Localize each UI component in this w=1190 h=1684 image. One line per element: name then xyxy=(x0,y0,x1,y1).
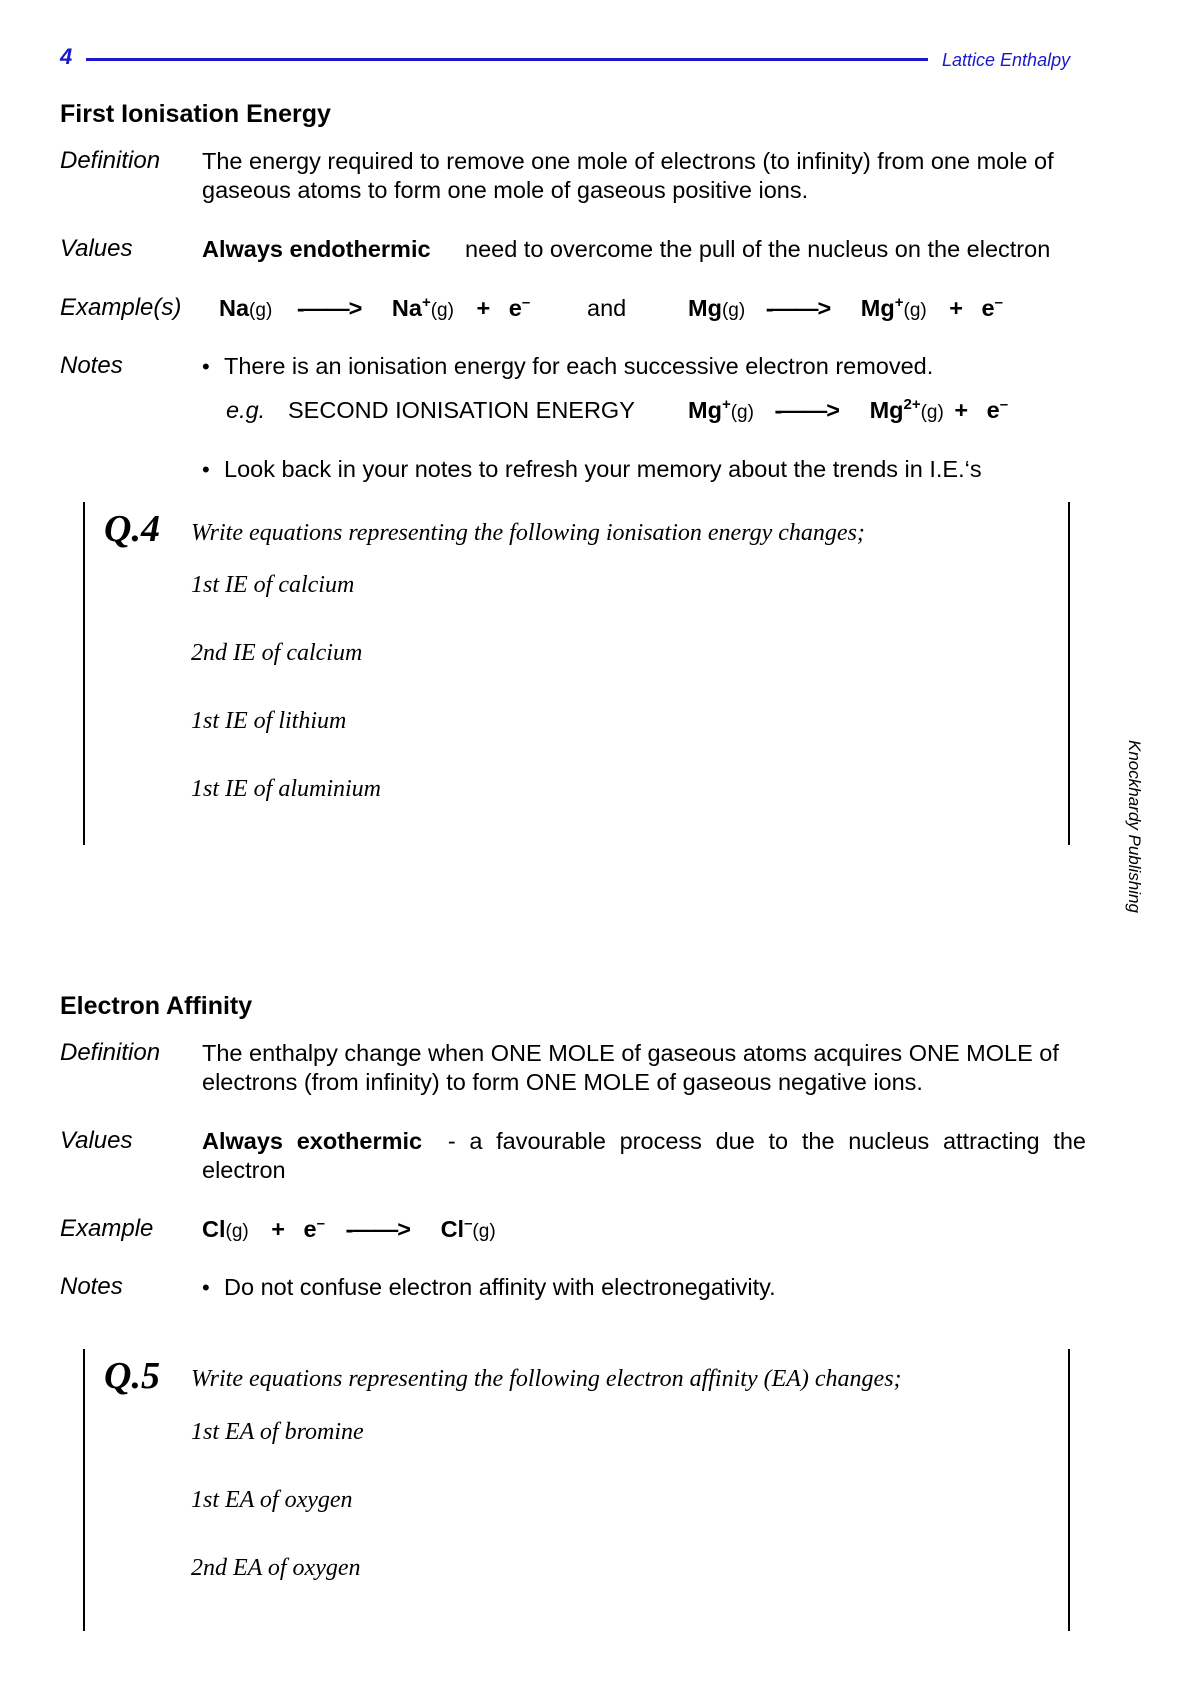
q4-item: 2nd IE of calcium xyxy=(191,640,363,666)
q5-item: 2nd EA of oxygen xyxy=(191,1555,361,1581)
eq2-product-state: (g) xyxy=(903,300,927,321)
ea-values-label: Values xyxy=(60,1127,133,1154)
ea-eq-arrow: -——> xyxy=(345,1216,411,1242)
q4-number: Q.4 xyxy=(104,508,160,550)
eq1-product-charge: + xyxy=(421,294,431,312)
ea-values-bold: Always exothermic xyxy=(202,1128,423,1154)
ie-note-2: Look back in your notes to refresh your memory about the trends in I.E.‘s xyxy=(224,456,982,482)
eq3-plus: + xyxy=(954,397,969,423)
ie-note-1: There is an ionisation energy for each successive electron removed. xyxy=(224,353,934,379)
q4-left-border xyxy=(83,502,85,845)
q4-right-border xyxy=(1068,502,1070,845)
eq3-product-state: (g) xyxy=(920,402,944,423)
eq2-electron-charge: – xyxy=(994,294,1003,312)
q4-prompt: Write equations representing the following ionisation energy changes; xyxy=(191,520,865,546)
ea-eq-product-charge: – xyxy=(464,1215,473,1233)
ea-values-text: - a favourable process due to the nucleus attracting the electron xyxy=(202,1128,1086,1183)
page-number: 4 xyxy=(60,44,73,69)
q4-item: 1st IE of calcium xyxy=(191,572,355,598)
eq1-plus: + xyxy=(476,295,491,321)
ea-eq-product: Cl xyxy=(440,1216,465,1242)
equation-magnesium-ionisation xyxy=(688,294,1003,325)
q4-item: 1st IE of lithium xyxy=(191,708,347,734)
bullet-icon: • xyxy=(202,457,210,482)
header-rule xyxy=(86,58,928,61)
eq3-arrow: -——> xyxy=(774,397,840,423)
eq3-reactant-charge: + xyxy=(721,396,731,414)
ea-values-line xyxy=(202,1127,1086,1185)
q5-item: 1st EA of bromine xyxy=(191,1419,364,1445)
q4-item: 1st IE of aluminium xyxy=(191,776,381,802)
ie-definition-text: The energy required to remove one mole of electrons (to infinity) from one mole of gaseous atoms to form one mole of gaseous positive ions. xyxy=(202,148,1054,203)
ea-example-label: Example xyxy=(60,1215,154,1242)
eq3-electron: e xyxy=(986,397,1000,423)
eq1-electron: e xyxy=(508,295,522,321)
ea-eq-electron: e xyxy=(303,1216,317,1242)
ea-note: Do not confuse electron affinity with electronegativity. xyxy=(224,1274,776,1300)
bullet-icon: • xyxy=(202,354,210,379)
q5-item: 1st EA of oxygen xyxy=(191,1487,353,1513)
ea-eq-reactant: Cl xyxy=(202,1216,226,1242)
second-ie-label: SECOND IONISATION ENERGY xyxy=(288,397,635,423)
ie-values-bold: Always endothermic xyxy=(202,236,431,262)
bullet-icon: • xyxy=(202,1275,210,1300)
eq1-product-state: (g) xyxy=(430,300,454,321)
equation-second-ionisation xyxy=(688,396,1008,427)
ea-definition-label: Definition xyxy=(60,1039,161,1066)
eq2-plus: + xyxy=(949,295,963,321)
and-connector: and xyxy=(587,295,627,321)
publisher-side-text: Knockhardy Publishing xyxy=(1125,740,1144,913)
eq3-electron-charge: – xyxy=(999,396,1009,414)
ea-eq-electron-charge: – xyxy=(316,1215,325,1233)
eq2-electron: e xyxy=(981,295,995,321)
eq3-reactant-state: (g) xyxy=(730,402,754,423)
eq2-product-charge: + xyxy=(894,294,904,312)
q5-left-border xyxy=(83,1349,85,1631)
eq3-product: Mg xyxy=(869,397,904,423)
eq3-product-charge: 2+ xyxy=(903,396,921,414)
q5-prompt: Write equations representing the following electron affinity (EA) changes; xyxy=(191,1366,902,1392)
ea-section-title: Electron Affinity xyxy=(60,992,253,1020)
ie-section-title: First Ionisation Energy xyxy=(60,100,331,128)
eq3-reactant: Mg xyxy=(688,397,722,423)
ie-examples-label: Example(s) xyxy=(60,294,182,321)
ea-notes-label: Notes xyxy=(60,1273,123,1300)
eq2-reactant: Mg xyxy=(688,295,722,321)
eq2-reactant-state: (g) xyxy=(721,300,746,321)
eq1-product: Na xyxy=(391,295,422,321)
eq1-electron-charge: – xyxy=(521,294,531,312)
eq2-product: Mg xyxy=(860,295,895,321)
ea-definition-text: The enthalpy change when ONE MOLE of gaseous atoms acquires ONE MOLE of electrons (from infinity) to form ONE MOLE of gaseous negative ions. xyxy=(202,1040,1059,1095)
equation-chlorine-affinity xyxy=(202,1215,496,1246)
ie-values-label: Values xyxy=(60,235,133,262)
eq2-arrow: -——> xyxy=(765,295,831,321)
q5-right-border xyxy=(1068,1349,1070,1631)
eq1-arrow: -——> xyxy=(296,295,362,321)
q5-number: Q.5 xyxy=(104,1355,160,1397)
running-title: Lattice Enthalpy xyxy=(942,50,1071,70)
ie-values-text: need to overcome the pull of the nucleus on the electron xyxy=(465,236,1051,262)
eq1-reactant-state: (g) xyxy=(249,300,273,321)
ea-eq-reactant-state: (g) xyxy=(225,1221,249,1242)
eg-label: e.g. xyxy=(226,397,266,423)
ea-eq-plus: + xyxy=(271,1216,285,1242)
ie-definition-label: Definition xyxy=(60,147,161,174)
eq1-reactant: Na xyxy=(219,295,250,321)
equation-sodium-ionisation xyxy=(219,294,530,325)
ie-notes-label: Notes xyxy=(60,352,123,379)
ea-eq-product-state: (g) xyxy=(472,1221,496,1242)
